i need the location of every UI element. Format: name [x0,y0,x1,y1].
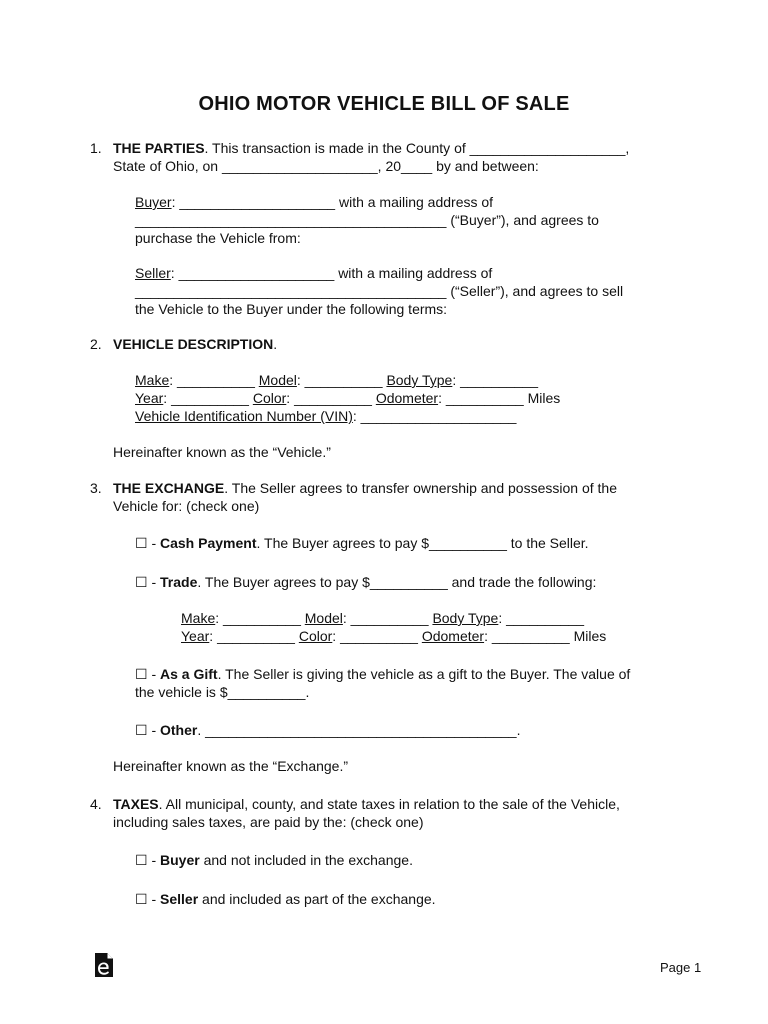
odometer-blank: : __________ Miles [438,390,561,406]
buyer-text-1: : ____________________ with a mailing address of [171,194,494,210]
option-other [135,721,520,739]
year-label: Year [135,390,164,406]
make-blank: : __________ [169,372,259,388]
trade-year-blank: : __________ [209,628,299,644]
section-2-heading: VEHICLE DESCRIPTION [113,336,274,352]
section-1-number: 1. [90,140,102,156]
cash-payment-text: . The Buyer agrees to pay $__________ to the Seller. [256,535,589,551]
other-text: . ________________________________________. [197,722,521,738]
section-4-heading: TAXES [113,796,159,812]
model-label: Model [258,372,297,388]
section-3-line-2: Vehicle for: (check one) [113,498,260,514]
section-4-line-2: including sales taxes, are paid by the: (check one) [113,814,424,830]
seller-line-2: ________________________________________ (“Seller”), and agrees to sell [135,283,624,299]
section-4-text-1: . All municipal, county, and state taxes in relation to the sale of the Vehicle, [158,796,620,812]
vin-blank: : ____________________ [352,408,517,424]
exchange-hereinafter: Hereinafter known as the “Exchange.” [113,758,349,774]
option-taxes-seller [135,890,436,908]
section-3-heading: THE EXCHANGE [113,480,225,496]
trade-color-label: Color [298,628,333,644]
year-blank: : __________ [163,390,253,406]
taxes-buyer-checkbox[interactable]: ☐ - [135,852,160,868]
buyer-line-3: purchase the Vehicle from: [135,230,301,246]
trade-body-type-blank: : __________ [498,610,584,626]
vehicle-year-color-line [135,389,560,407]
section-1-line-1 [113,139,629,157]
document-title: OHIO MOTOR VEHICLE BILL OF SALE [198,93,570,115]
other-checkbox[interactable]: ☐ - [135,722,160,738]
trade-make-label: Make [181,610,216,626]
taxes-seller-checkbox[interactable]: ☐ - [135,891,160,907]
page-number: Page 1 [660,960,702,975]
taxes-seller-label: Seller [160,891,199,907]
buyer-label: Buyer [135,194,172,210]
trade-odometer-label: Odometer [421,628,485,644]
section-3-text-1: . The Seller agrees to transfer ownership and possession of the [224,480,617,496]
color-label: Color [252,390,287,406]
color-blank: : __________ [286,390,376,406]
body-type-blank: : __________ [452,372,538,388]
make-label: Make [135,372,170,388]
cash-payment-label: Cash Payment [160,535,257,551]
section-1-heading: THE PARTIES [113,140,205,156]
section-3-number: 3. [90,480,102,496]
option-gift-line-1 [135,665,630,683]
body-type-label: Body Type [386,372,453,388]
odometer-label: Odometer [375,390,439,406]
taxes-seller-text: and included as part of the exchange. [198,891,436,907]
taxes-buyer-text: and not included in the exchange. [199,852,413,868]
trade-body-type-label: Body Type [432,610,499,626]
eforms-logo-icon [93,952,115,978]
seller-line-1 [135,264,492,282]
buyer-line-2: ________________________________________ (“Buyer”), and agrees to [135,212,599,228]
buyer-line-1 [135,193,493,211]
section-2-heading-line [113,335,277,353]
seller-label: Seller [135,265,171,281]
seller-text-1: : ____________________ with a mailing address of [170,265,493,281]
section-2-number: 2. [90,336,102,352]
section-3-line-1 [113,479,617,497]
trade-text: . The Buyer agrees to pay $__________ and trade the following: [197,574,597,590]
gift-checkbox[interactable]: ☐ - [135,666,160,682]
vin-line [135,407,516,425]
vin-label: Vehicle Identification Number (VIN) [135,408,353,424]
trade-year-color-line [181,627,606,645]
vehicle-make-model-line [135,371,538,389]
trade-model-label: Model [304,610,343,626]
section-1-line-2: State of Ohio, on ____________________, 20____ by and between: [113,158,539,174]
gift-label: As a Gift [160,666,218,682]
cash-checkbox[interactable]: ☐ - [135,535,160,551]
model-blank: : __________ [296,372,387,388]
gift-text-1: . The Seller is giving the vehicle as a gift to the Buyer. The value of [217,666,631,682]
trade-checkbox[interactable]: ☐ - [135,574,160,590]
option-gift-line-2: the vehicle is $__________. [135,684,310,700]
vehicle-hereinafter: Hereinafter known as the “Vehicle.” [113,444,331,460]
seller-line-3: the Vehicle to the Buyer under the following terms: [135,301,448,317]
section-1-text-1: . This transaction is made in the County of ____________________, [204,140,630,156]
trade-model-blank: : __________ [342,610,433,626]
trade-label: Trade [160,574,198,590]
trade-color-blank: : __________ [332,628,422,644]
section-4-number: 4. [90,796,102,812]
trade-make-model-line [181,609,584,627]
option-cash-payment [135,534,589,552]
trade-make-blank: : __________ [215,610,305,626]
option-taxes-buyer [135,851,413,869]
section-2-heading-tail: . [273,336,278,352]
trade-year-label: Year [181,628,210,644]
option-trade [135,573,596,591]
taxes-buyer-label: Buyer [160,852,200,868]
section-4-line-1 [113,795,620,813]
trade-odometer-blank: : __________ Miles [484,628,607,644]
other-label: Other [160,722,198,738]
